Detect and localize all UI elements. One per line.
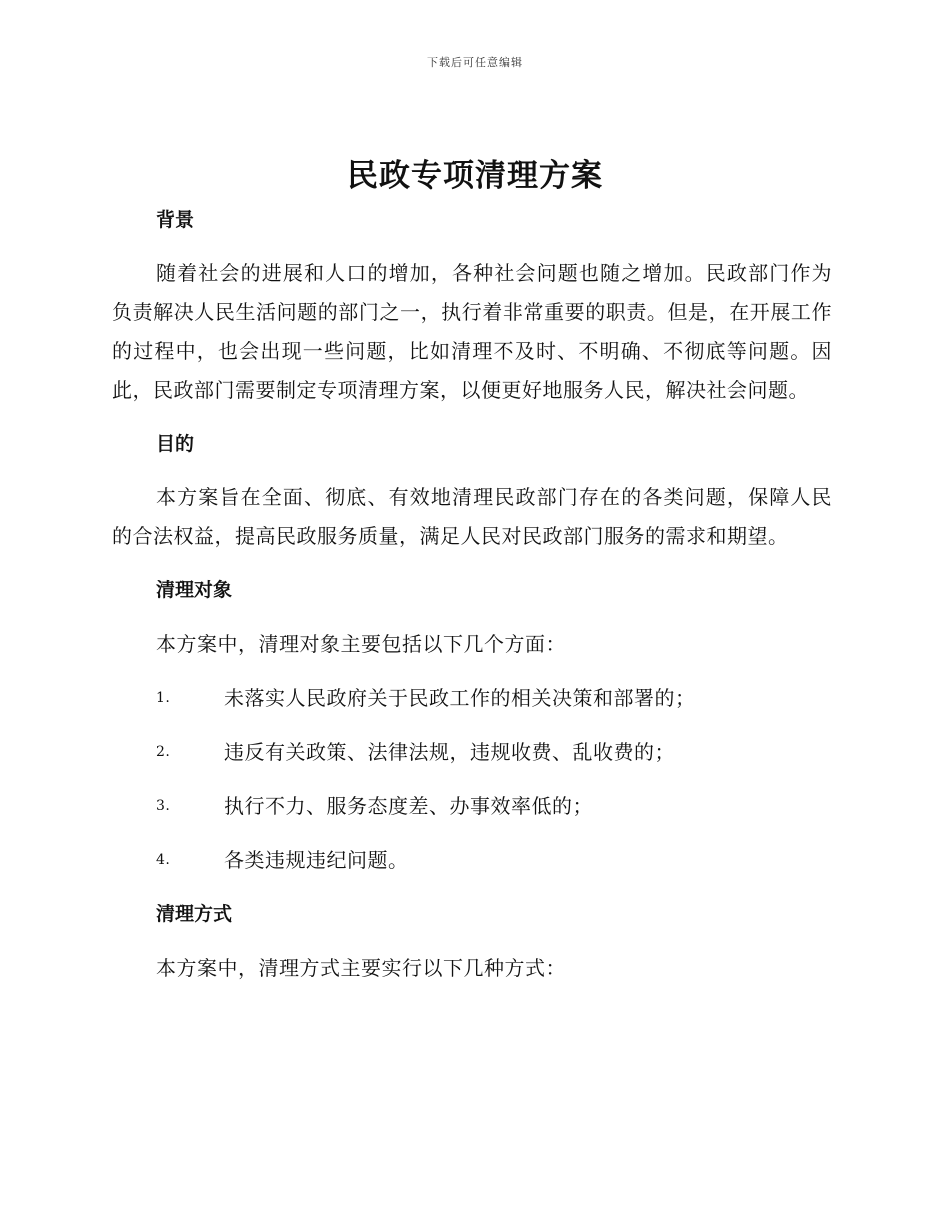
section-heading-purpose: 目的	[156, 433, 195, 455]
list-item-number: 3.	[156, 798, 171, 814]
list-item	[112, 732, 832, 772]
document-title: 民政专项清理方案	[347, 158, 603, 194]
methods-intro: 本方案中，清理方式主要实行以下几种方式：	[156, 956, 566, 980]
list-item	[112, 678, 832, 718]
page-header-note: 下载后可任意编辑	[427, 56, 523, 69]
list-item	[112, 786, 832, 826]
section-heading-methods: 清理方式	[156, 903, 233, 925]
list-item-text: 违反有关政策、法律法规，违规收费、乱收费的；	[224, 740, 675, 764]
list-item-number: 4.	[156, 852, 171, 868]
list-item-text: 未落实人民政府关于民政工作的相关决策和部署的；	[224, 686, 696, 710]
purpose-paragraph: 本方案旨在全面、彻底、有效地清理民政部门存在的各类问题，保障人民的合法权益，提高民政服务质量，满足人民对民政部门服务的需求和期望。	[112, 485, 832, 548]
background-paragraph: 随着社会的进展和人口的增加，各种社会问题也随之增加。民政部门作为负责解决人民生活问题的部门之一，执行着非常重要的职责。但是，在开展工作的过程中，也会出现一些问题，比如清理不及时、不明确、不彻底等问题。因此，民政部门需要制定专项清理方案，以便更好地服务人民，解决社会问题。	[112, 261, 832, 402]
list-item-text: 执行不力、服务态度差、办事效率低的；	[224, 794, 593, 818]
list-item-number: 1.	[156, 690, 171, 706]
list-item-text: 各类违规违纪问题。	[224, 848, 409, 872]
section-heading-background: 背景	[156, 209, 195, 231]
list-item	[112, 840, 832, 880]
document-body	[112, 200, 832, 988]
section-heading-targets: 清理对象	[156, 579, 233, 601]
targets-intro: 本方案中，清理对象主要包括以下几个方面：	[156, 632, 566, 656]
list-item-number: 2.	[156, 744, 171, 760]
